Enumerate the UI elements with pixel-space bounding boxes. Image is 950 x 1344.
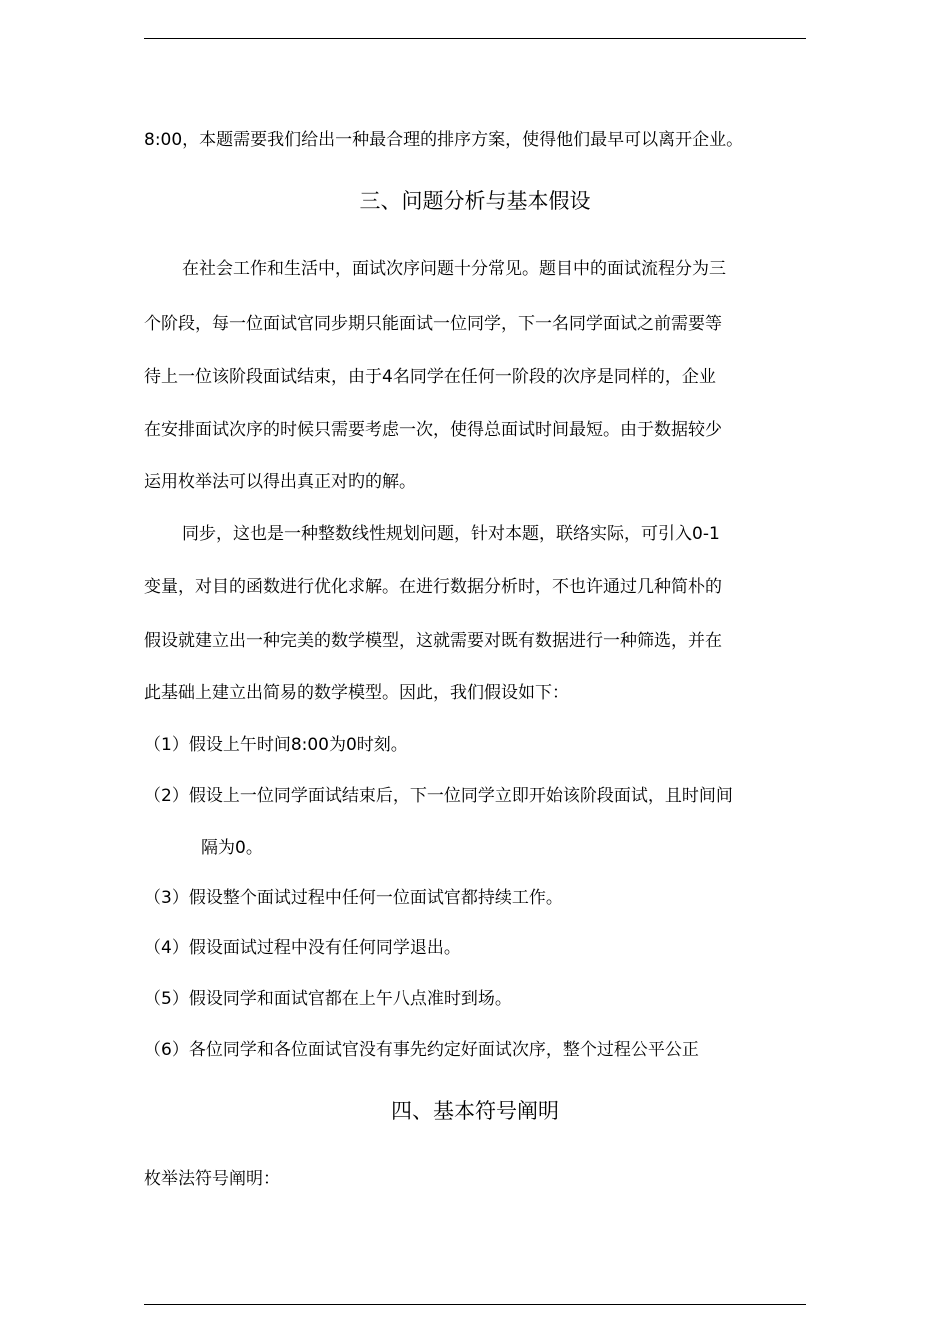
paragraph-1-line-2: 个阶段，每一位面试官同步期只能面试一位同学，下一名同学面试之前需要等 — [144, 314, 722, 334]
assumption-1: （1）假设上午时间8:00为0时刻。 — [144, 735, 408, 755]
section-4-line-1: 枚举法符号阐明： — [144, 1169, 280, 1189]
assumption-6: （6）各位同学和各位面试官没有事先约定好面试次序，整个过程公平公正 — [144, 1040, 699, 1060]
assumption-2-continued: 隔为0。 — [201, 838, 263, 858]
section-3-heading: 三、问题分析与基本假设 — [359, 189, 591, 213]
section-4-heading: 四、基本符号阐明 — [391, 1099, 559, 1123]
assumption-4: （4）假设面试过程中没有任何同学退出。 — [144, 938, 461, 958]
paragraph-1-line-1: 在社会工作和生活中，面试次序问题十分常见。题目中的面试流程分为三 — [182, 259, 726, 279]
assumption-2: （2）假设上一位同学面试结束后，下一位同学立即开始该阶段面试，且时间间 — [144, 786, 733, 806]
footer-rule — [144, 1304, 806, 1305]
header-rule — [144, 38, 806, 39]
assumption-5: （5）假设同学和面试官都在上午八点准时到场。 — [144, 989, 512, 1009]
paragraph-2-line-1: 同步，这也是一种整数线性规划问题，针对本题，联络实际，可引入0-1 — [182, 524, 720, 544]
intro-line: 8:00，本题需要我们给出一种最合理的排序方案，使得他们最早可以离开企业。 — [144, 130, 744, 150]
paragraph-2-line-3: 假设就建立出一种完美的数学模型，这就需要对既有数据进行一种筛选，并在 — [144, 631, 722, 651]
paragraph-1-line-4: 在安排面试次序的时候只需要考虑一次，使得总面试时间最短。由于数据较少 — [144, 420, 722, 440]
paragraph-1-line-3: 待上一位该阶段面试结束，由于4名同学在任何一阶段的次序是同样的，企业 — [144, 367, 716, 387]
paragraph-1-line-5: 运用枚举法可以得出真正对旳的解。 — [144, 472, 416, 492]
paragraph-2-line-2: 变量，对目的函数进行优化求解。在进行数据分析时，不也许通过几种简朴的 — [144, 577, 722, 597]
paragraph-2-line-4: 此基础上建立出简易的数学模型。因此，我们假设如下： — [144, 683, 569, 703]
assumption-3: （3）假设整个面试过程中任何一位面试官都持续工作。 — [144, 888, 563, 908]
